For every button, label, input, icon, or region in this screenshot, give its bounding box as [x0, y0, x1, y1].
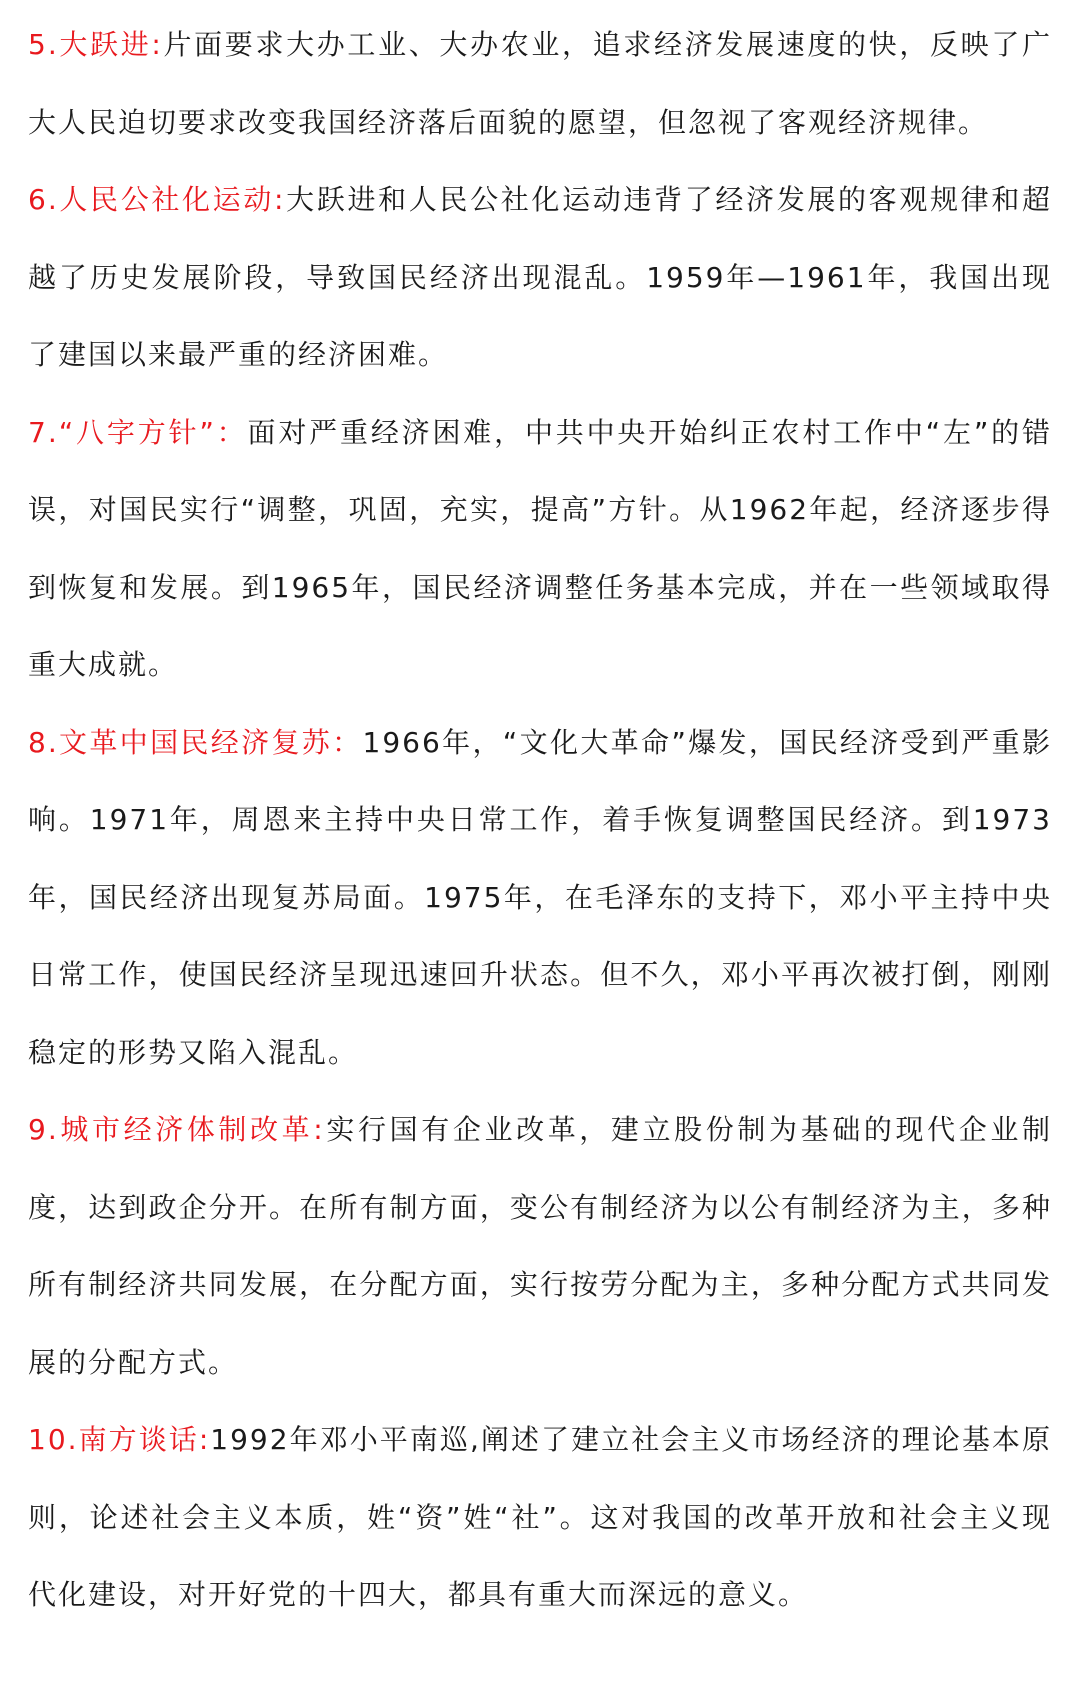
entry-body: 大跃进和人民公社化运动违背了经济发展的客观规律和超越了历史发展阶段，导致国民经济出现混乱。1959年—1961年，我国出现了建国以来最严重的经济困难。: [28, 183, 1052, 371]
entry-term: 10.南方谈话:: [28, 1423, 211, 1456]
entry-body: 片面要求大办工业、大办农业，追求经济发展速度的快，反映了广大人民迫切要求改变我国经济落后面貌的愿望，但忽视了客观经济规律。: [28, 28, 1052, 139]
entry-term: 6.人民公社化运动:: [28, 183, 286, 216]
entry-peoples-commune: [28, 161, 1052, 394]
entry-body: 实行国有企业改革，建立股份制为基础的现代企业制度，达到政企分开。在所有制方面，变公有制经济为以公有制经济为主，多种所有制经济共同发展，在分配方面，实行按劳分配为主，多种分配方式共同发展的分配方式。: [28, 1113, 1052, 1379]
entry-term: 5.大跃进:: [28, 28, 163, 61]
entry-urban-economic-reform: [28, 1091, 1052, 1401]
entry-term: 9.城市经济体制改革:: [28, 1113, 325, 1146]
entry-eight-character-policy: [28, 394, 1052, 704]
entry-great-leap-forward: [28, 6, 1052, 161]
entry-body: 1966年，“文化大革命”爆发，国民经济受到严重影响。1971年，周恩来主持中央日常工作，着手恢复调整国民经济。到1973年，国民经济出现复苏局面。1975年，在毛泽东的支持下，邓小平主持中央日常工作，使国民经济呈现迅速回升状态。但不久，邓小平再次被打倒，刚刚稳定的形势又陷入混乱。: [28, 725, 1052, 1069]
entry-southern-tour-talks: [28, 1401, 1052, 1634]
entry-cultural-revolution-recovery: [28, 704, 1052, 1092]
entry-term: 8.文革中国民经济复苏：: [28, 725, 363, 759]
document-page: [28, 6, 1052, 1634]
entry-term: 7.“八字方针”：: [28, 415, 248, 449]
entry-body: 面对严重经济困难，中共中央开始纠正农村工作中“左”的错误，对国民实行“调整，巩固，充实，提高”方针。从1962年起，经济逐步得到恢复和发展。到1965年，国民经济调整任务基本完成，并在一些领域取得重大成就。: [28, 415, 1053, 681]
entry-body: 1992年邓小平南巡,阐述了建立社会主义市场经济的理论基本原则，论述社会主义本质，姓“资”姓“社”。这对我国的改革开放和社会主义现代化建设，对开好党的十四大，都具有重大而深远的意义。: [28, 1423, 1052, 1611]
